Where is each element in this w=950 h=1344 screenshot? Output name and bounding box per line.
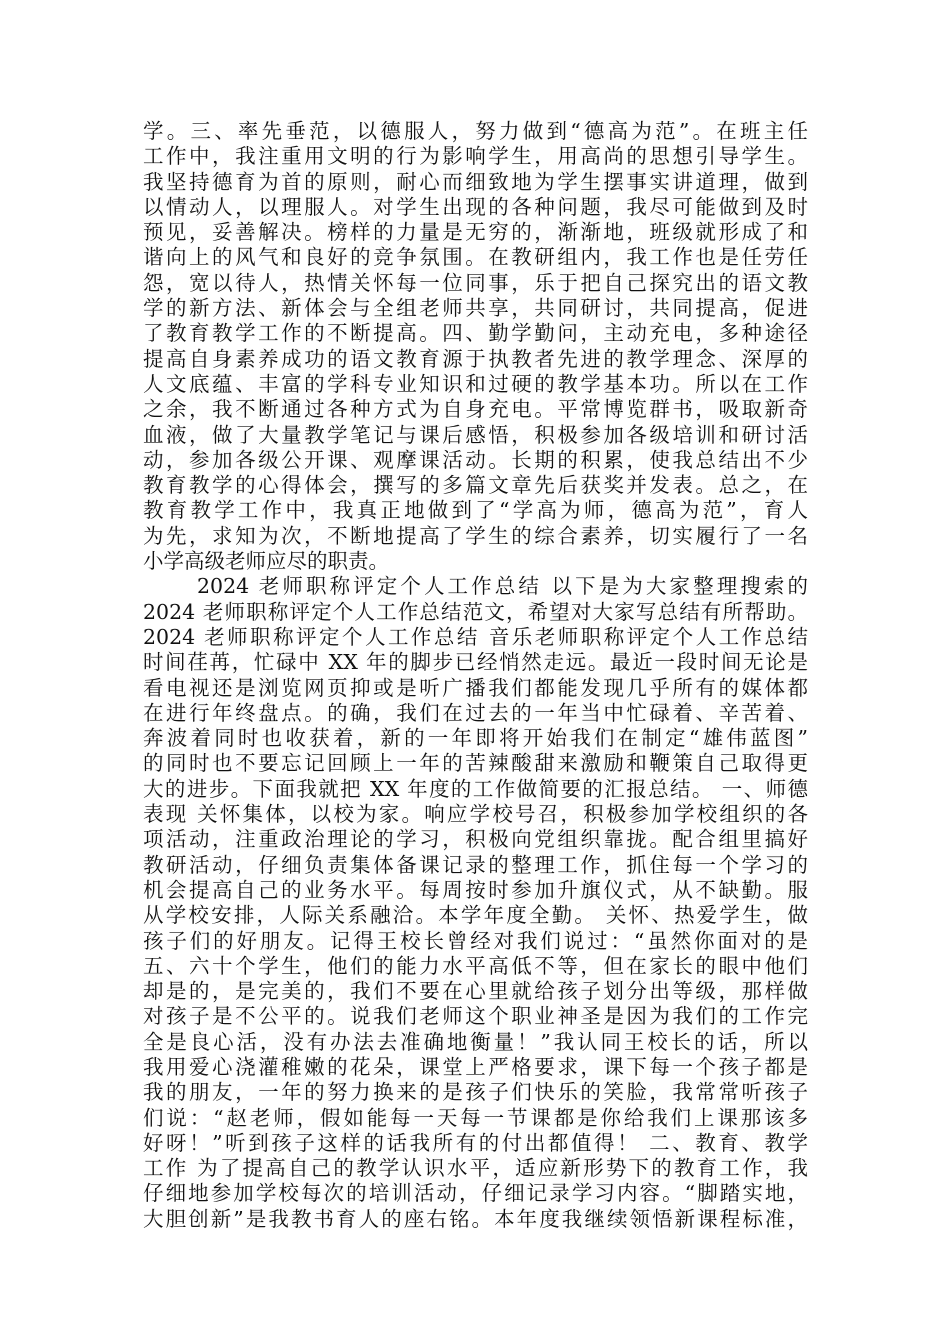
text-line: 人文底蕴、丰富的学科专业知识和过硬的教学基本功。所以在工作 <box>143 371 808 396</box>
text-line: 的同时也不要忘记回顾上一年的苦辣酸甜来激励和鞭策自己取得更 <box>143 751 808 776</box>
text-line: 五、六十个学生，他们的能力水平高低不等，但在家长的眼中他们 <box>143 953 808 978</box>
text-line: 奔波着同时也收获着，新的一年即将开始我们在制定“雄伟蓝图” <box>143 726 808 751</box>
text-line: 孩子们的好朋友。记得王校长曾经对我们说过：“虽然你面对的是 <box>143 928 808 953</box>
text-line: 对孩子是不公平的。说我们老师这个职业神圣是因为我们的工作完 <box>143 1004 808 1029</box>
text-line: 我坚持德育为首的原则，耐心而细致地为学生摆事实讲道理，做到 <box>143 169 808 194</box>
text-line: 仔细地参加学校每次的培训活动，仔细记录学习内容。“脚踏实地， <box>143 1181 808 1206</box>
text-line: 为先，求知为次，不断地提高了学生的综合素养，切实履行了一名 <box>143 523 808 548</box>
text-line: 我的朋友，一年的努力换来的是孩子们快乐的笑脸，我常常听孩子 <box>143 1080 808 1105</box>
text-line: 教育教学工作中，我真正地做到了“学高为师，德高为范”，育人 <box>143 498 808 523</box>
text-line: 预见，妥善解决。榜样的力量是无穷的，渐渐地，班级就形成了和 <box>143 220 808 245</box>
text-line: 之余，我不断通过各种方式为自身充电。平常博览群书，吸取新奇 <box>143 397 808 422</box>
text-line: 却是的，是完美的，我们不要在心里就给孩子划分出等级，那样做 <box>143 979 808 1004</box>
text-line: 谐向上的风气和良好的竞争氛围。在教研组内，我工作也是任劳任 <box>143 245 808 270</box>
text-line: 教研活动，仔细负责集体备课记录的整理工作，抓住每一个学习的 <box>143 852 808 877</box>
text-line: 表现 关怀集体，以校为家。响应学校号召，积极参加学校组织的各 <box>143 802 808 827</box>
text-line: 提高自身素养成功的语文教育源于执教者先进的教学理念、深厚的 <box>143 346 808 371</box>
text-line: 我用爱心浇灌稚嫩的花朵，课堂上严格要求，课下每一个孩子都是 <box>143 1054 808 1079</box>
text-line: 教育教学的心得体会，撰写的多篇文章先后获奖并发表。总之，在 <box>143 473 808 498</box>
text-line: 们说：“赵老师，假如能每一天每一节课都是你给我们上课那该多 <box>143 1105 808 1130</box>
text-line: 大胆创新”是我教书育人的座右铭。本年度我继续领悟新课程标准， <box>143 1206 808 1231</box>
text-line: 大的进步。下面我就把 XX 年度的工作做简要的汇报总结。 一、师德 <box>143 776 808 801</box>
text-line: 了教育教学工作的不断提高。四、勤学勤问，主动充电，多种途径 <box>143 321 808 346</box>
text-line: 项活动，注重政治理论的学习，积极向党组织靠拢。配合组里搞好 <box>143 827 808 852</box>
text-line: 机会提高自己的业务水平。每周按时参加升旗仪式，从不缺勤。服 <box>143 877 808 902</box>
body-text <box>143 119 808 1232</box>
text-line: 动，参加各级公开课、观摩课活动。长期的积累，使我总结出不少 <box>143 447 808 472</box>
text-line: 2024 老师职称评定个人工作总结范文，希望对大家写总结有所帮助。 <box>143 599 808 624</box>
text-line: 时间荏苒，忙碌中 XX 年的脚步已经悄然走远。最近一段时间无论是 <box>143 650 808 675</box>
text-line: 从学校安排，人际关系融洽。本学年度全勤。 关怀、热爱学生，做 <box>143 903 808 928</box>
text-line: 小学高级老师应尽的职责。 <box>143 549 389 574</box>
text-line: 工作中，我注重用文明的行为影响学生，用高尚的思想引导学生。 <box>143 144 808 169</box>
text-line: 全是良心活，没有办法去准确地衡量！”我认同王校长的话，所以 <box>143 1029 808 1054</box>
text-line: 2024 老师职称评定个人工作总结 以下是为大家整理搜索的 <box>197 574 808 599</box>
text-line: 怨，宽以待人，热情关怀每一位同事，乐于把自己探究出的语文教 <box>143 270 808 295</box>
text-line: 看电视还是浏览网页抑或是听广播我们都能发现几乎所有的媒体都 <box>143 675 808 700</box>
text-line: 工作 为了提高自己的教学认识水平，适应新形势下的教育工作，我 <box>143 1156 808 1181</box>
text-line: 学的新方法、新体会与全组老师共享，共同研讨，共同提高，促进 <box>143 296 808 321</box>
text-line: 在进行年终盘点。的确，我们在过去的一年当中忙碌着、辛苦着、 <box>143 700 808 725</box>
text-line: 好呀！”听到孩子这样的话我所有的付出都值得！ 二、教育、教学 <box>143 1130 808 1155</box>
text-line: 2024 老师职称评定个人工作总结 音乐老师职称评定个人工作总结 <box>143 624 808 649</box>
text-line: 学。三、率先垂范，以德服人，努力做到“德高为范”。在班主任 <box>143 119 808 143</box>
text-line: 血液，做了大量教学笔记与课后感悟，积极参加各级培训和研讨活 <box>143 422 808 447</box>
text-line: 以情动人，以理服人。对学生出现的各种问题，我尽可能做到及时 <box>143 194 808 219</box>
